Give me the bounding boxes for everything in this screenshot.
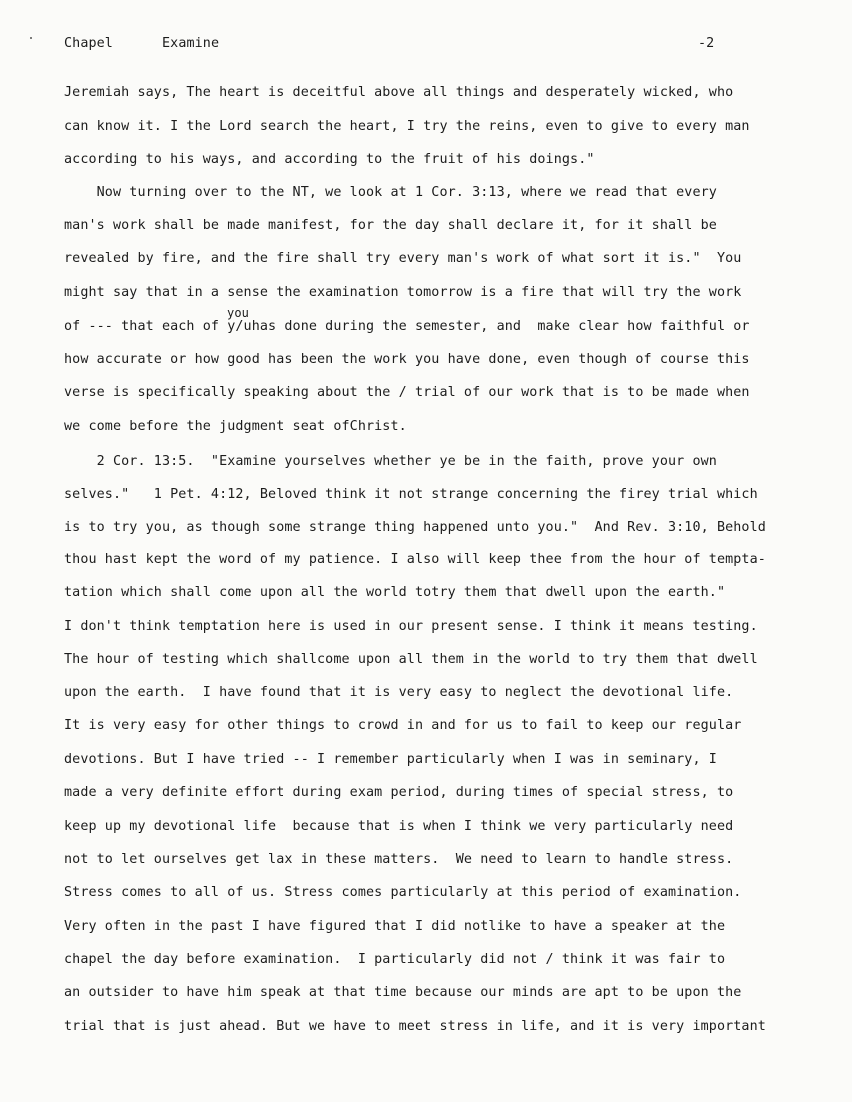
text-line: selves." 1 Pet. 4:12, Beloved think it not strange concerning the firey trial which (64, 487, 758, 502)
text-line: can know it. I the Lord search the heart, I try the reins, even to give to every man (64, 119, 750, 134)
text-line: might say that in a sense the examination tomorrow is a fire that will try the work (64, 285, 742, 300)
text-line: according to his ways, and according to the fruit of his doings." (64, 152, 595, 167)
page-number: -2 (698, 36, 715, 51)
text-line: 2 Cor. 13:5. "Examine yourselves whether ye be in the faith, prove your own (64, 454, 717, 469)
text-line: man's work shall be made manifest, for the day shall declare it, for it shall be (64, 218, 717, 233)
text-line: Stress comes to all of us. Stress comes particularly at this period of examination. (64, 885, 742, 900)
text-line: I don't think temptation here is used in our present sense. I think it means testing. (64, 619, 758, 634)
interlinear-correction: you (227, 306, 249, 320)
text-line: The hour of testing which shallcome upon all them in the world to try them that dwell (64, 652, 758, 667)
text-line: thou hast kept the word of my patience. I also will keep thee from the hour of tempta- (64, 552, 766, 567)
header-left: Chapel (64, 36, 113, 51)
text-line: made a very definite effort during exam period, during times of special stress, to (64, 785, 734, 800)
text-line: keep up my devotional life because that is when I think we very particularly need (64, 819, 734, 834)
text-line: verse is specifically speaking about the / trial of our work that is to be made when (64, 385, 750, 400)
text-line: upon the earth. I have found that it is very easy to neglect the devotional life. (64, 685, 734, 700)
text-line: chapel the day before examination. I particularly did not / think it was fair to (64, 952, 726, 967)
paper-speck (30, 37, 32, 39)
text-line: Very often in the past I have figured that I did notlike to have a speaker at the (64, 919, 726, 934)
text-line: Jeremiah says, The heart is deceitful above all things and desperately wicked, who (64, 85, 734, 100)
text-line: trial that is just ahead. But we have to meet stress in life, and it is very important (64, 1019, 766, 1034)
text-line: is to try you, as though some strange thing happened unto you." And Rev. 3:10, Behold (64, 520, 766, 535)
text-line: how accurate or how good has been the work you have done, even though of course this (64, 352, 750, 367)
text-line: not to let ourselves get lax in these matters. We need to learn to handle stress. (64, 852, 734, 867)
text-line: It is very easy for other things to crowd in and for us to fail to keep our regular (64, 718, 742, 733)
text-line: we come before the judgment seat ofChrist. (64, 419, 407, 434)
text-line: tation which shall come upon all the world totry them that dwell upon the earth." (64, 585, 726, 600)
text-line: Now turning over to the NT, we look at 1 Cor. 3:13, where we read that every (64, 185, 717, 200)
header-title: Examine (162, 36, 220, 51)
text-line: of --- that each of y/uhas done during the semester, and make clear how faithful or (64, 319, 750, 334)
text-line: an outsider to have him speak at that time because our minds are apt to be upon the (64, 985, 742, 1000)
text-line: revealed by fire, and the fire shall try every man's work of what sort it is." You (64, 251, 742, 266)
text-line: devotions. But I have tried -- I remember particularly when I was in seminary, I (64, 752, 717, 767)
